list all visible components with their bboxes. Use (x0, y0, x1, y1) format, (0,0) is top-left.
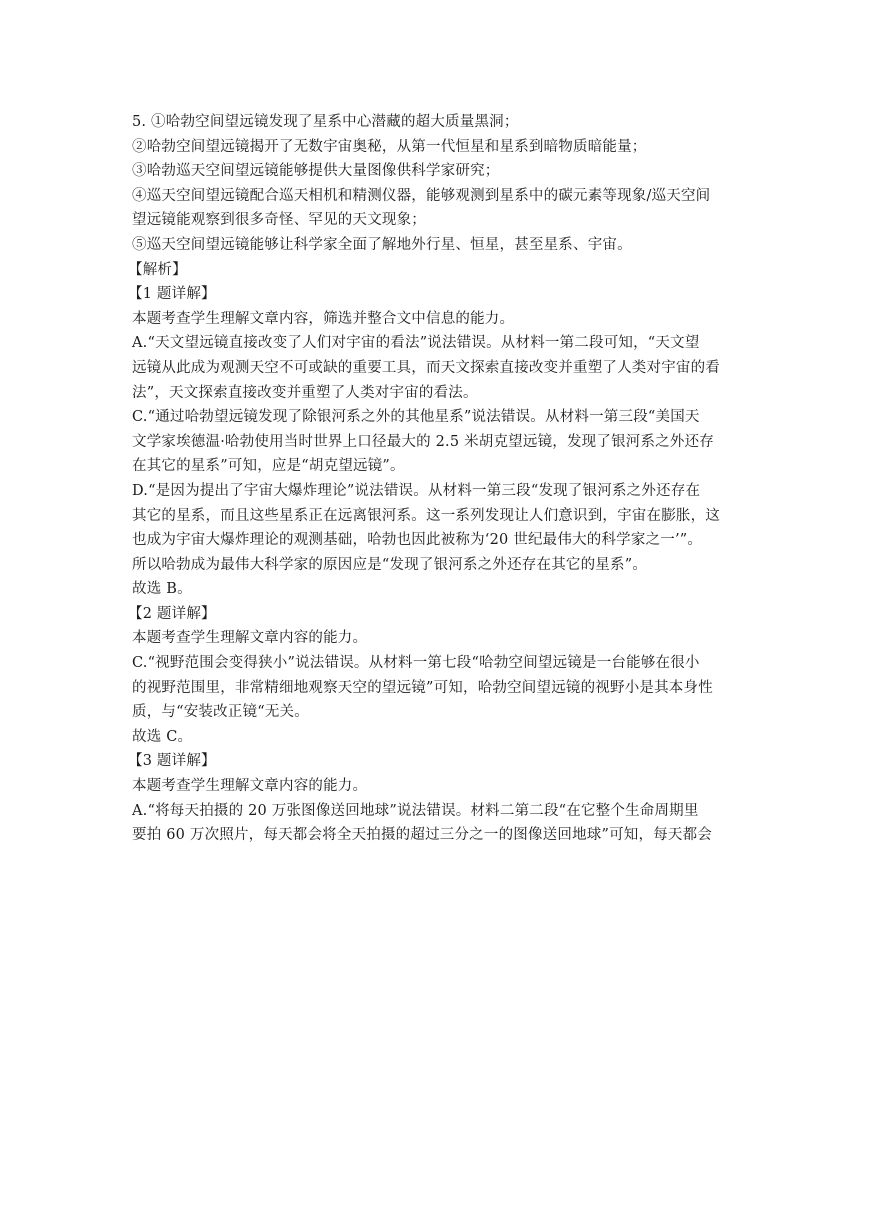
paragraph-line: A.“将每天拍摄的 20 万张图像送回地球”说法错误。材料二第二段“在它整个生命周期里 (132, 802, 699, 819)
paragraph-line: 所以哈勃成为最伟大科学家的原因应是“发现了银河系之外还存在其它的星系”。 (132, 556, 648, 573)
answer-line: ③哈勃巡天空间望远镜能够提供大量图像供科学家研究； (132, 163, 500, 180)
paragraph-line: 也成为宇宙大爆炸理论的观测基础，哈勃也因此被称为‘20 世纪最伟大的科学家之一’”。 (132, 532, 703, 549)
paragraph-line: 质，与“安装改正镜“无关。 (132, 704, 309, 721)
paragraph-line: 在其它的星系”可知，应是“胡克望远镜”。 (132, 458, 405, 475)
paragraph-line: 要拍 60 万次照片，每天都会将全天拍摄的超过三分之一的图像送回地球”可知，每天都会 (132, 827, 712, 844)
answer-choice: 故选 B。 (132, 581, 192, 598)
answer-choice: 故选 C。 (132, 728, 193, 745)
section-heading: 【解析】 (128, 261, 187, 278)
section-heading: 【2 题详解】 (128, 605, 216, 622)
paragraph-line: 其它的星系，而且这些星系正在远离银河系。这一系列发现让人们意识到，宇宙在膨胀，这 (132, 507, 720, 524)
paragraph-line: C.“通过哈勃望远镜发现了除银河系之外的其他星系”说法错误。从材料一第三段“美国天 (132, 409, 700, 426)
answer-line: ②哈勃空间望远镜揭开了无数宇宙奥秘，从第一代恒星和星系到暗物质暗能量； (132, 138, 647, 155)
paragraph-line: D.“是因为提出了宇宙大爆炸理论”说法错误。从材料一第三段“发现了银河系之外还存在 (132, 482, 701, 499)
answer-line: 望远镜能观察到很多奇怪、罕见的天文现象； (132, 212, 426, 229)
answer-line: ⑤巡天空间望远镜能够让科学家全面了解地外行星、恒星，甚至星系、宇宙。 (132, 236, 632, 253)
paragraph-line: 本题考查学生理解文章内容，筛选并整合文中信息的能力。 (132, 310, 515, 327)
answer-line: 5. ①哈勃空间望远镜发现了星系中心潜藏的超大质量黑洞； (132, 114, 519, 130)
paragraph-line: 的视野范围里，非常精细地观察天空的望远镜”可知，哈勃空间望远镜的视野小是其本身性 (132, 679, 713, 696)
paragraph-line: 法”，天文探索直接改变并重塑了人类对宇宙的看法。 (132, 384, 478, 401)
section-heading: 【3 题详解】 (128, 753, 216, 770)
document-body (128, 110, 740, 848)
paragraph-line: 本题考查学生理解文章内容的能力。 (132, 630, 368, 647)
paragraph-line: A.“天文望远镜直接改变了人们对宇宙的看法”说法错误。从材料一第二段可知，“天文望 (132, 335, 700, 352)
paragraph-line: C.“视野范围会变得狭小”说法错误。从材料一第七段“哈勃空间望远镜是一台能够在很小 (132, 655, 700, 672)
paragraph-line: 远镜从此成为观测天空不可或缺的重要工具，而天文探索直接改变并重塑了人类对宇宙的看 (132, 359, 720, 376)
answer-line: ④巡天空间望远镜配合巡天相机和精测仪器，能够观测到星系中的碳元素等现象/巡天空间 (132, 187, 711, 204)
paragraph-line: 文学家埃德温·哈勃使用当时世界上口径最大的 2.5 米胡克望远镜，发现了银河系之外还存 (132, 433, 714, 450)
paragraph-line: 本题考查学生理解文章内容的能力。 (132, 778, 368, 795)
section-heading: 【1 题详解】 (128, 286, 216, 303)
